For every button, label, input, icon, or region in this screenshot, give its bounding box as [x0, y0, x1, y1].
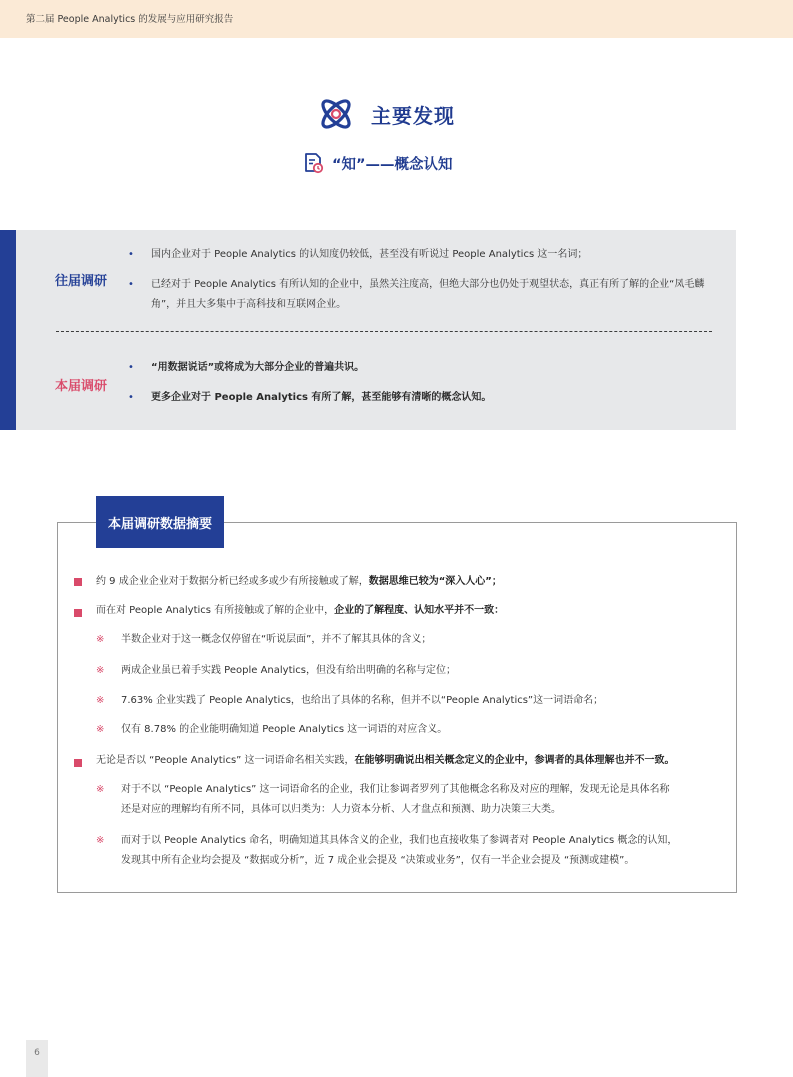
bullet-dot-icon: •: [128, 362, 134, 373]
reference-mark-icon: ※: [96, 724, 105, 735]
reference-mark-icon: ※: [96, 835, 105, 846]
summary-item: 约 9 成企业企业对于数据分析已经或多或少有所接触或了解，数据思维已较为“深入人心”；: [96, 576, 502, 587]
reference-mark-icon: ※: [96, 634, 105, 645]
pink-square-bullet-icon: [74, 578, 82, 586]
header-bar: [0, 0, 793, 38]
pink-square-bullet-icon: [74, 609, 82, 617]
document-icon: [304, 152, 324, 174]
summary-sub-item-line: 而对于以 People Analytics 命名，明确知道其具体含义的企业，我们也直接收集了参调者对 People Analytics 概念的认知，: [121, 835, 678, 846]
summary-sub-item: 7.63% 企业实践了 People Analytics，也给出了具体的名称，但并不以“People Analytics”这一词语命名；: [121, 695, 604, 706]
summary-sub-item-line: 还是对应的理解均有所不同，具体可以归类为：人力资本分析、人才盘点和预测、助力决策三大类。: [121, 804, 561, 815]
summary-sub-item: 仅有 8.78% 的企业能明确知道 People Analytics 这一词语的对应含义。: [121, 724, 448, 735]
summary-sub-item: 半数企业对于这一概念仅停留在“听说层面”，并不了解其具体的含义；: [121, 634, 432, 645]
bullet-dot-icon: •: [128, 392, 134, 403]
reference-mark-icon: ※: [96, 665, 105, 676]
section-subtitle: “知”——概念认知: [332, 156, 453, 173]
summary-sub-item: 两成企业虽已着手实践 People Analytics，但没有给出明确的名称与定位；: [121, 665, 456, 676]
reference-mark-icon: ※: [96, 695, 105, 706]
panel-accent-bar: [0, 230, 16, 430]
summary-sub-item-line: 对于不以 “People Analytics” 这一词语命名的企业，我们让参调者罗列了其他概念名称及对应的理解，发现无论是具体名称: [121, 784, 670, 795]
header-title: 第二届 People Analytics 的发展与应用研究报告: [26, 14, 234, 25]
dashed-divider: [56, 331, 712, 332]
comparison-panel: 往届调研 • 国内企业对于 People Analytics 的认知度仍较低，甚至没有听说过 People Analytics 这一名词； • 已经对于 People Analytics 有所认知的企业中，虽然关注度高，但绝大部分也仍处于观望状态，真正有所了解的企业“凤毛麟角”，并且大多集中于高科技和互联网企业。 本届调研 • “用数据说话”或将成为大部分企业的普遍共识。 • 更多企业对于 People Analytics 有所了解，甚至能够有清晰的概念认知。: [0, 230, 736, 430]
summary-sub-item-line: 发现其中所有企业均会提及 “数据或分析”，近 7 成企业会提及 “决策或业务”，仅有一半企业会提及 “预测或建模”。: [121, 855, 635, 866]
atom-icon: [316, 94, 356, 134]
past-survey-label: 往届调研: [55, 274, 108, 289]
summary-tag: 本届调研数据摘要: [96, 496, 224, 548]
bullet-dot-icon: •: [128, 279, 134, 290]
summary-item: 无论是否以 “People Analytics” 这一词语命名相关实践，在能够明确说出相关概念定义的企业中，参调者的具体理解也并不一致。: [96, 755, 675, 766]
pink-square-bullet-icon: [74, 759, 82, 767]
bullet-dot-icon: •: [128, 249, 134, 260]
page-number-box: [26, 1040, 48, 1077]
current-survey-label: 本届调研: [55, 379, 108, 394]
main-title-block: [316, 94, 455, 134]
reference-mark-icon: ※: [96, 784, 105, 795]
subtitle-block: [304, 151, 453, 175]
page-number: 6: [34, 1048, 40, 1058]
page-title: 主要发现: [371, 103, 455, 128]
summary-item: 而在对 People Analytics 有所接触或了解的企业中，企业的了解程度、认知水平并不一致：: [96, 605, 505, 616]
